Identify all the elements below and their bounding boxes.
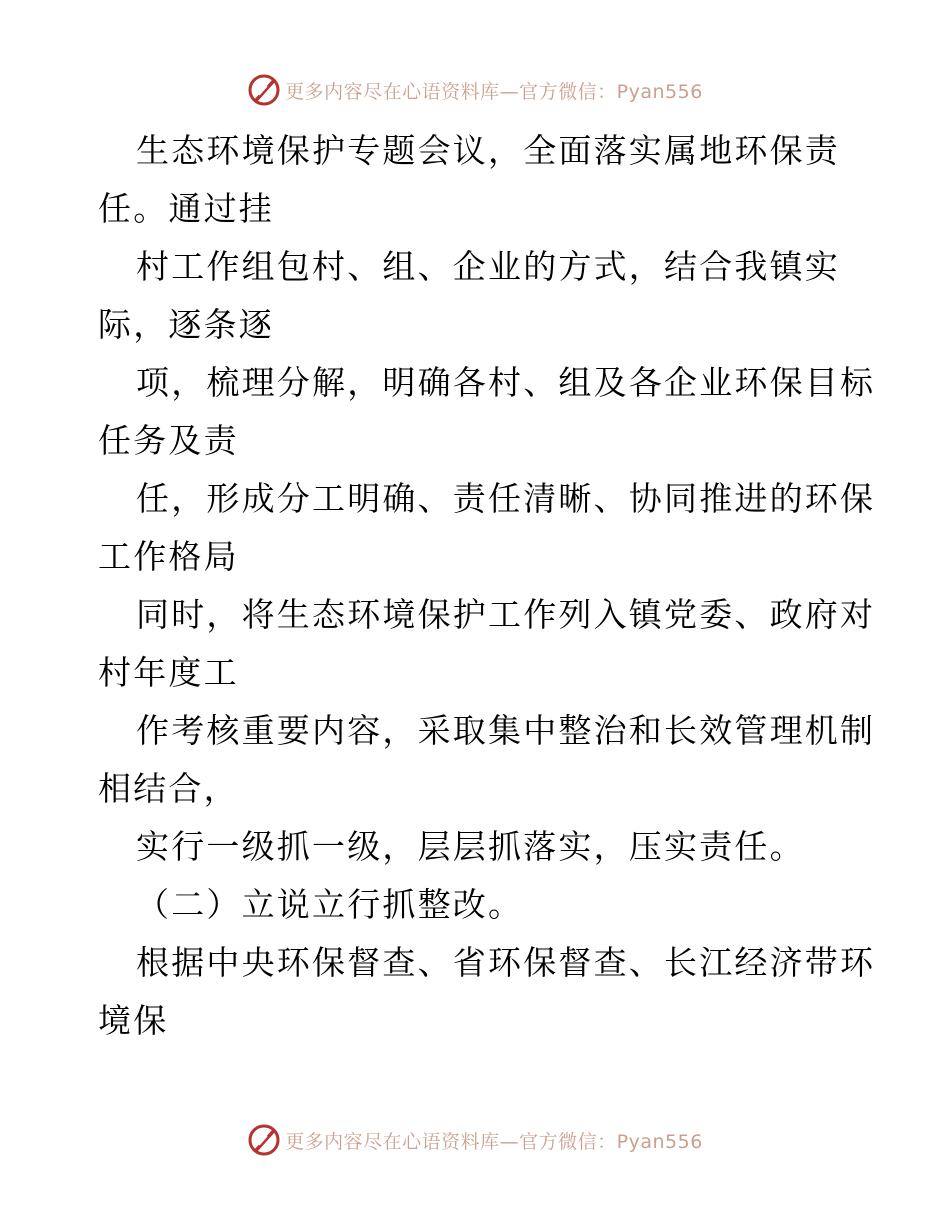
section-heading: （二）立说立行抓整改。 (136, 885, 524, 924)
text-line: 根据中央环保督查、省环保督查、长江经济带环 (136, 943, 876, 982)
text-line: 工作格局 (98, 537, 239, 576)
text-line: 任。通过挂 (98, 189, 274, 228)
quill-pen-logo-icon (247, 73, 281, 107)
text-line: 作考核重要内容，采取集中整治和长效管理机制 (136, 711, 876, 750)
quill-pen-logo-icon (247, 1123, 281, 1157)
text-line: 生态环境保护专题会议，全面落实属地环保责 (136, 131, 840, 170)
text-line: 相结合， (98, 769, 239, 808)
text-line: 村工作组包村、组、企业的方式，结合我镇实 (136, 247, 840, 286)
text-line: 实行一级抓一级，层层抓落实，压实责任。 (136, 827, 805, 866)
header-banner-text: 更多内容尽在心语资料库—官方微信：Pyan556 (285, 80, 703, 103)
text-line: 同时，将生态环境保护工作列入镇党委、政府对 (136, 595, 876, 634)
footer-banner (0, 1120, 950, 1160)
text-line: 任务及责 (98, 421, 239, 460)
document-body (98, 122, 876, 1050)
text-line: 境保 (98, 1001, 169, 1040)
text-line: 项，梳理分解，明确各村、组及各企业环保目标 (136, 363, 876, 402)
footer-banner-text: 更多内容尽在心语资料库—官方微信：Pyan556 (285, 1130, 703, 1153)
header-banner (0, 70, 950, 110)
text-line: 村年度工 (98, 653, 239, 692)
text-line: 际，逐条逐 (98, 305, 274, 344)
text-line: 任，形成分工明确、责任清晰、协同推进的环保 (136, 479, 876, 518)
